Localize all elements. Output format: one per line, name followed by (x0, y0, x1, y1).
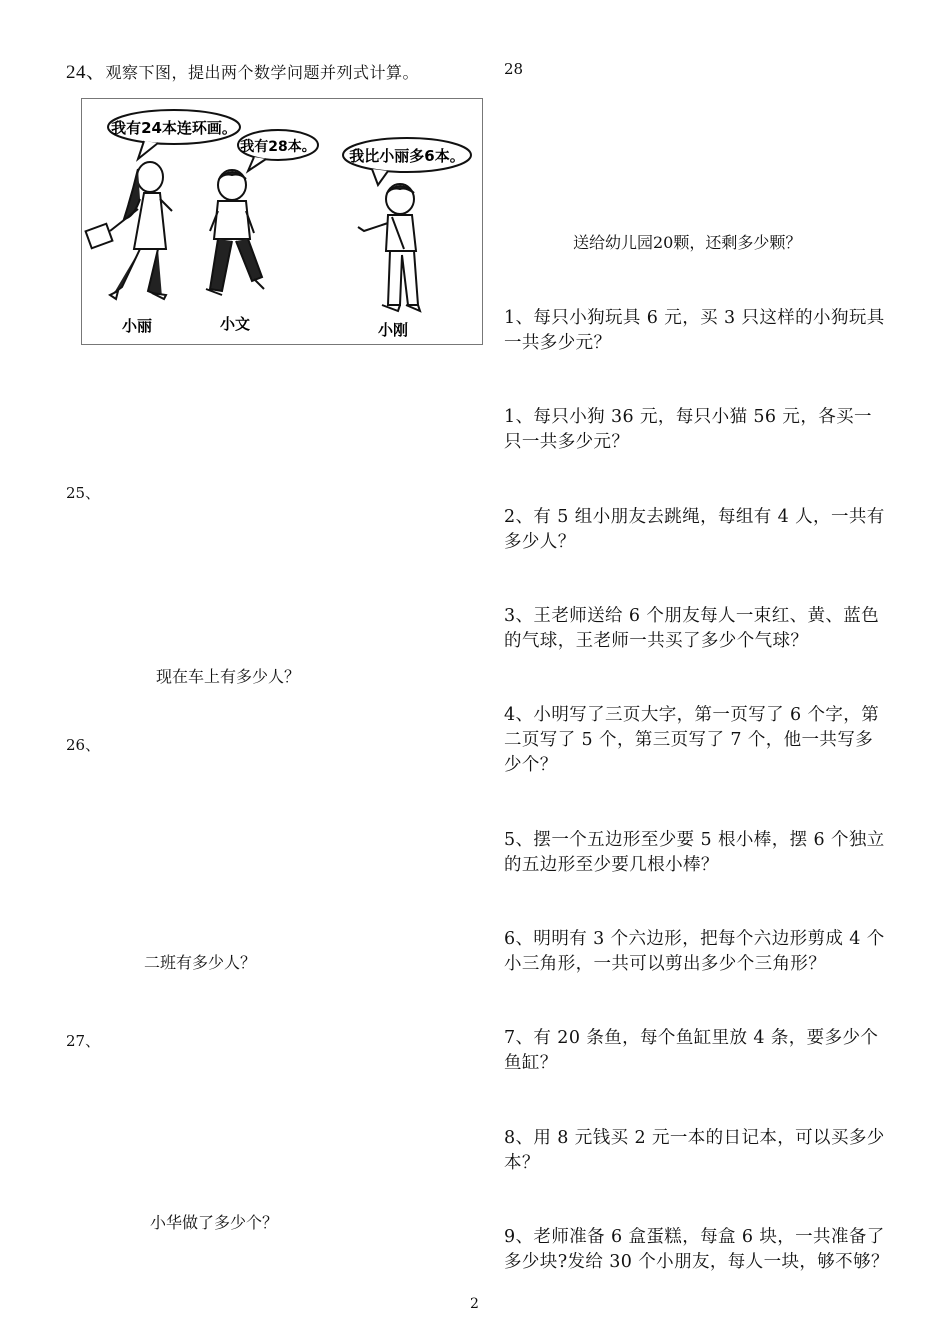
word-problem-3: 3、王老师送给 6 个朋友每人一束红、黄、蓝色的气球，王老师一共买了多少个气球？ (504, 606, 880, 651)
question-28-number: 28 (504, 60, 524, 78)
bubble-1-text: 我有24本连环画。 (111, 119, 237, 137)
word-problem-9: 9、老师准备 6 盒蛋糕，每盒 6 块，一共准备了多少块?发给 30 个小朋友，每人一块，够不够？ (504, 1227, 889, 1272)
name-label-xiaogang: 小刚 (378, 321, 409, 339)
question-27-number: 27、 (66, 1032, 101, 1050)
bubble-2-text: 我有28本。 (240, 139, 316, 155)
word-problem-7: 7、有 20 条鱼，每个鱼缸里放 4 条，要多少个鱼缸？ (504, 1028, 879, 1073)
illustration-drawing (82, 99, 482, 344)
girl-figure (86, 162, 172, 299)
question-28-subquestion: 送给幼儿园20颗，还剩多少颗？ (573, 233, 802, 252)
name-label-xiaoli: 小丽 (122, 317, 153, 335)
question-27-subquestion: 小华做了多少个？ (150, 1213, 279, 1232)
word-problem-1b: 1、每只小狗 36 元，每只小猫 56 元，各买一只一共多少元？ (504, 407, 872, 452)
word-problem-2: 2、有 5 组小朋友去跳绳，每组有 4 人，一共有多少人？ (504, 507, 885, 552)
illustration (81, 98, 483, 345)
word-problem-1a: 1、每只小狗玩具 6 元，买 3 只这样的小狗玩具一共多少元？ (504, 308, 885, 353)
page-number: 2 (470, 1296, 479, 1312)
name-label-xiaowen: 小文 (220, 315, 251, 333)
question-25-number: 25、 (66, 484, 101, 502)
pointing-boy-figure (358, 184, 420, 311)
question-24-header (66, 57, 419, 84)
boy-figure (206, 170, 264, 295)
word-problem-8: 8、用 8 元钱买 2 元一本的日记本，可以买多少本？ (504, 1128, 885, 1173)
question-26-subquestion: 二班有多少人？ (144, 953, 257, 972)
question-24-text: 观察下图，提出两个数学问题并列式计算。 (105, 63, 420, 82)
question-26-number: 26、 (66, 736, 101, 754)
bubble-3-text: 我比小丽多6本。 (349, 147, 465, 165)
word-problem-5: 5、摆一个五边形至少要 5 根小棒，摆 6 个独立的五边形至少要几根小棒？ (504, 830, 885, 875)
question-24-number: 24、 (66, 62, 106, 83)
word-problem-6: 6、明明有 3 个六边形，把每个六边形剪成 4 个小三角形，一共可以剪出多少个三角形？ (504, 929, 885, 974)
word-problem-4: 4、小明写了三页大字，第一页写了 6 个字，第二页写了 5 个，第三页写了 7 个，他一共写多少个？ (504, 705, 880, 775)
question-25-subquestion: 现在车上有多少人？ (156, 667, 301, 686)
